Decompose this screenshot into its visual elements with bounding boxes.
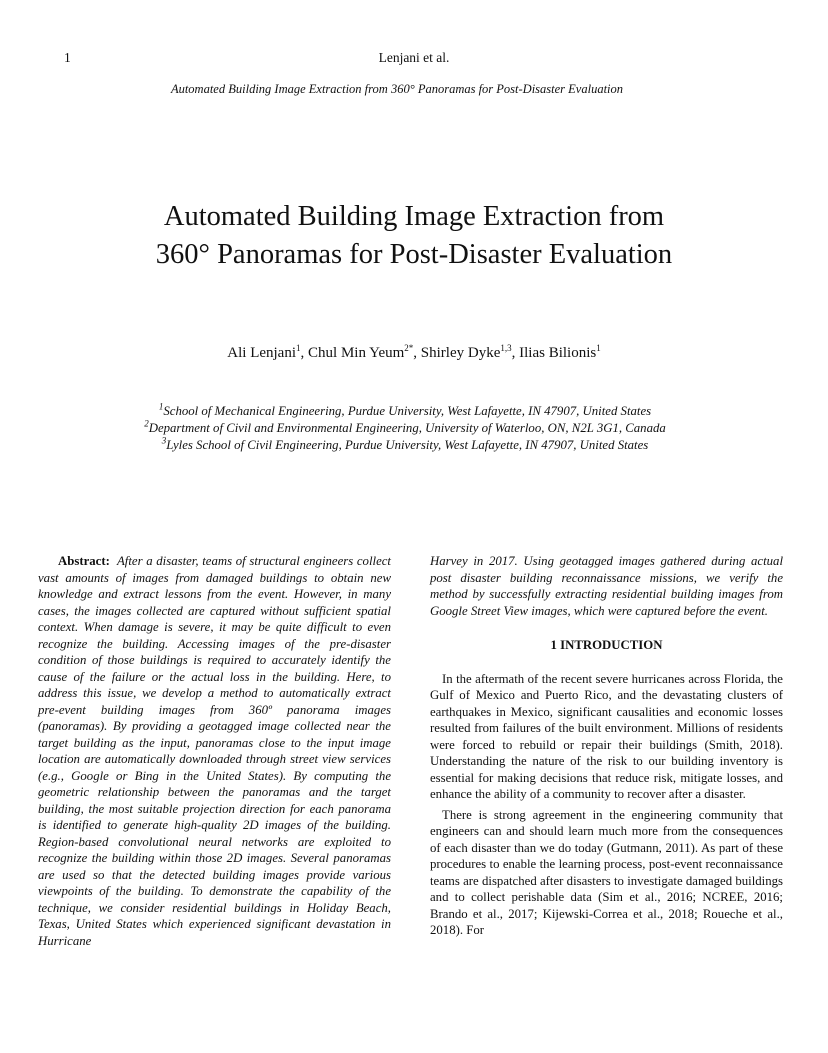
body-paragraph: In the aftermath of the recent severe hurricanes across Florida, the Gulf of Mexico and Puerto Rico, and the devastating clusters of earthquakes in Mexico, significant causalities and economic losses resulted from failures of the built environment. Millions of residents were forced to rebuild or repair their buildings (Smith, 2018). Understanding the nature of the risk to our building inventory is essential for making decisions that reduce risk, mitigate losses, and enhance the ability of a community to recover after a disaster. [430, 671, 783, 801]
author-separator: , [511, 345, 520, 361]
left-column [38, 553, 391, 949]
author-affiliation-sup: 1 [596, 343, 601, 353]
author-affiliation-sup: 1,3 [500, 343, 512, 353]
abstract-text: After a disaster, teams of structural engineers collect vast amounts of images from damaged buildings to obtain new knowledge and extract lessons from the event. However, in many cases, the images collected are captured without sufficient spatial context. When damage is severe, it may be quite difficult to even recognize the building. Accessing images of the pre-disaster condition of those buildings is required to accurately identify the cause of the failure or the actual loss in the building. Here, to address this issue, we develop a method to automatically extract pre-event building images from 360º panorama images (panoramas). By providing a geotagged image collected near the target building as the input, panoramas close to the input image location are automatically downloaded through street view services (e.g., Google or Bing in the United States). By computing the geometric relationship between the panoramas and the target building, the most suitable projection direction for each panorama is identified to generate high-quality 2D images of the building. Region-based convolutional neural networks are exploited to recognize the building within those 2D images. Several panoramas are used so that the detected building images provide various viewpoints of the building. To demonstrate the capability of the technique, we consider residential buildings in Holiday Beach, Texas, United States which experienced significant devastation in Hurricane [38, 554, 391, 948]
author-separator: , [300, 345, 309, 361]
body-paragraph: There is strong agreement in the engineering community that engineers can and should learn much more from the consequences of each disaster than we do today (Gutmann, 2011). As part of these procedures to enable the learning process, post-event reconnaissance teams are dispatched after disasters to investigate damaged buildings and to collect perishable data (Sim et al., 2016; NCREE, 2016; Brando et al., 2017; Kijewski-Correa et al., 2018; Roueche et al., 2018). For [430, 807, 783, 937]
author-name: Ali Lenjani [227, 345, 297, 361]
affiliation-text: Lyles School of Civil Engineering, Purdue University, West Lafayette, IN 47907, United States [166, 438, 649, 452]
affiliation-text: School of Mechanical Engineering, Purdue University, West Lafayette, IN 47907, United States [163, 404, 652, 418]
author-separator: , [413, 345, 421, 361]
affiliation-sup: 2 [144, 418, 149, 429]
author-name: Chul Min Yeum [308, 345, 405, 361]
affiliation-sup: 3 [161, 435, 167, 446]
affiliation-list [0, 403, 810, 454]
paper-title-line-2: 360° Panoramas for Post-Disaster Evaluation [155, 239, 673, 270]
running-title: Automated Building Image Extraction from 360° Panoramas for Post-Disaster Evaluation [170, 82, 624, 96]
affiliation [0, 437, 810, 454]
section-heading: 1 INTRODUCTION [550, 638, 663, 652]
affiliation [0, 403, 810, 420]
author-name: Ilias Bilionis [519, 345, 597, 361]
abstract-continuation: Harvey in 2017. Using geotagged images gathered during actual post disaster building reconnaissance missions, we verify the method by successfully extracting residential building images from Google Street View images, which were captured before the event. [430, 554, 783, 618]
abstract-paragraph [38, 553, 391, 949]
page-number: 1 [64, 50, 71, 65]
affiliation-text: Department of Civil and Environmental Engineering, University of Waterloo, ON, N2L 3G1, Canada [148, 421, 666, 435]
paper-title-line-1: Automated Building Image Extraction from [163, 201, 665, 232]
running-author: Lenjani et al. [378, 50, 450, 65]
affiliation [0, 420, 810, 437]
paper-title [60, 198, 768, 274]
author-affiliation-sup: 2* [404, 343, 414, 353]
author-affiliation-sup: 1 [296, 343, 301, 353]
affiliation-sup: 1 [158, 401, 164, 412]
author-name: Shirley Dyke [420, 345, 501, 361]
right-column [430, 553, 783, 943]
author-list [0, 345, 828, 362]
abstract-label: Abstract: [58, 554, 110, 568]
